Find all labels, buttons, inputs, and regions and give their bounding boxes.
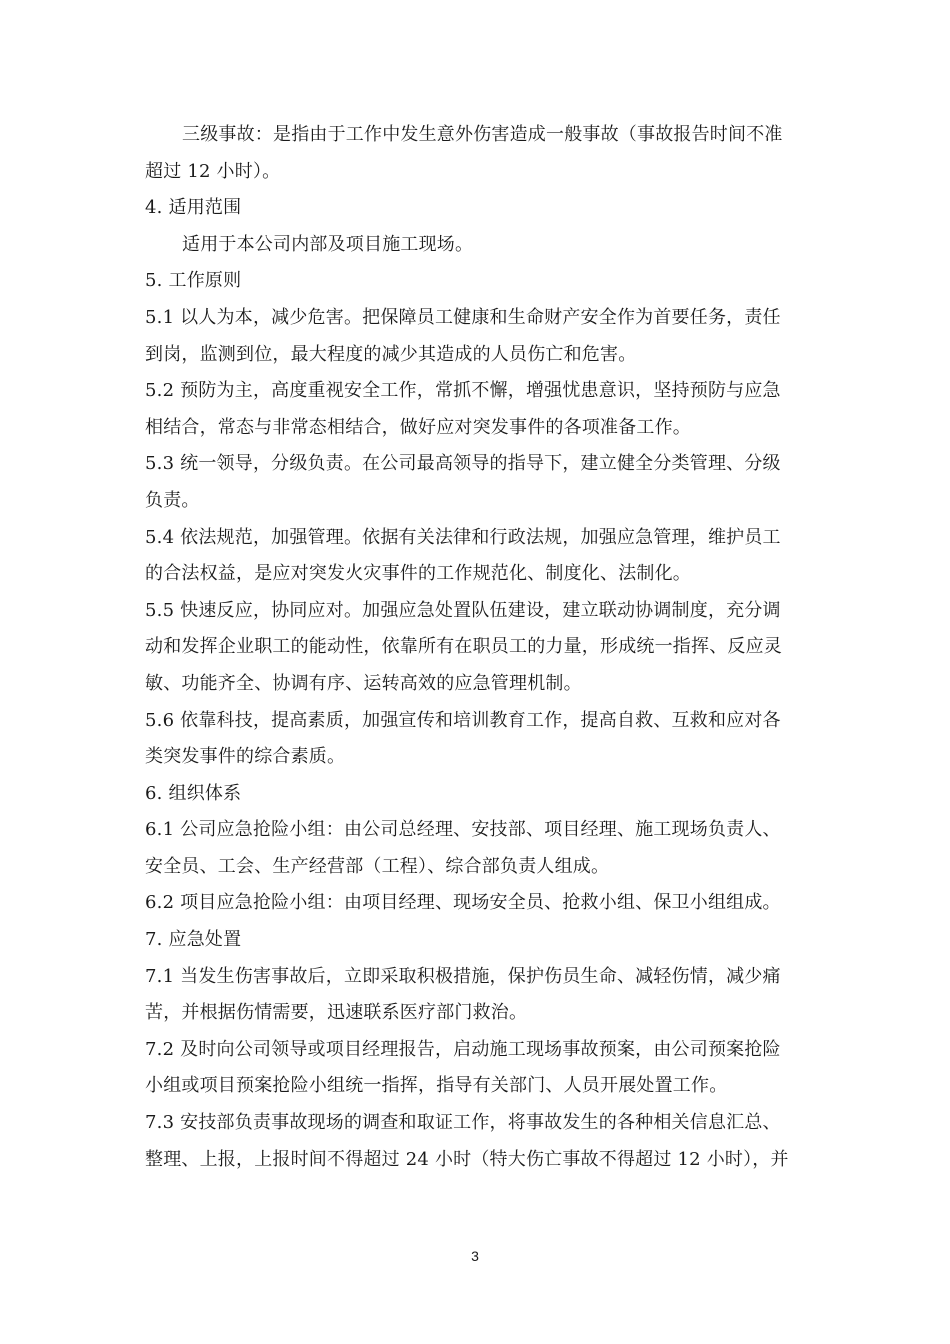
paragraph-line: 负责。	[145, 489, 200, 511]
paragraph-line: 7.3 安技部负责事故现场的调查和取证工作，将事故发生的各种相关信息汇总、	[145, 1112, 781, 1134]
page-number: 3	[471, 1248, 479, 1264]
page-body	[145, 117, 810, 1178]
paragraph-line: 安全员、工会、生产经营部（工程）、综合部负责人组成。	[145, 855, 610, 877]
section-heading: 6. 组织体系	[145, 782, 242, 804]
paragraph-line: 到岗，监测到位，最大程度的减少其造成的人员伤亡和危害。	[145, 343, 637, 365]
paragraph-line: 苦，并根据伤情需要，迅速联系医疗部门救治。	[145, 1002, 528, 1024]
paragraph-line: 7.2 及时向公司领导或项目经理报告，启动施工现场事故预案，由公司预案抢险	[145, 1038, 781, 1060]
paragraph-line: 5.4 依法规范，加强管理。依据有关法律和行政法规，加强应急管理，维护员工	[145, 526, 781, 548]
paragraph-line: 7.1 当发生伤害事故后，立即采取积极措施，保护伤员生命、减轻伤情，减少痛	[145, 965, 781, 987]
paragraph-line: 三级事故：是指由于工作中发生意外伤害造成一般事故（事故报告时间不准	[182, 124, 783, 145]
paragraph-line: 5.1 以人为本，减少危害。把保障员工健康和生命财产安全作为首要任务，责任	[145, 306, 781, 328]
section-heading: 4. 适用范围	[145, 197, 242, 219]
paragraph-line: 超过 12 小时）。	[145, 160, 281, 182]
paragraph-line: 敏、功能齐全、协调有序、运转高效的应急管理机制。	[145, 672, 582, 694]
section-heading: 5. 工作原则	[145, 270, 242, 292]
paragraph-line: 的合法权益，是应对突发火灾事件的工作规范化、制度化、法制化。	[145, 563, 691, 585]
paragraph-line: 整理、上报，上报时间不得超过 24 小时（特大伤亡事故不得超过 12 小时），并	[145, 1148, 789, 1170]
paragraph-line: 5.3 统一领导，分级负责。在公司最高领导的指导下，建立健全分类管理、分级	[145, 453, 781, 475]
paragraph-line: 6.2 项目应急抢险小组：由项目经理、现场安全员、抢救小组、保卫小组组成。	[145, 892, 781, 914]
paragraph-line: 适用于本公司内部及项目施工现场。	[182, 233, 474, 255]
section-heading: 7. 应急处置	[145, 929, 242, 951]
paragraph-line: 5.2 预防为主，高度重视安全工作，常抓不懈，增强忧患意识，坚持预防与应急	[145, 380, 781, 402]
paragraph-line: 6.1 公司应急抢险小组：由公司总经理、安技部、项目经理、施工现场负责人、	[145, 819, 781, 841]
paragraph-line: 小组或项目预案抢险小组统一指挥，指导有关部门、人员开展处置工作。	[145, 1075, 728, 1097]
paragraph-line: 5.5 快速反应，协同应对。加强应急处置队伍建设，建立联动协调制度，充分调	[145, 599, 781, 621]
paragraph-line: 类突发事件的综合素质。	[145, 746, 346, 768]
paragraph-line: 动和发挥企业职工的能动性，依靠所有在职员工的力量，形成统一指挥、反应灵	[145, 636, 782, 658]
paragraph-line: 5.6 依靠科技，提高素质，加强宣传和培训教育工作，提高自救、互救和应对各	[145, 709, 781, 731]
paragraph-line: 相结合，常态与非常态相结合，做好应对突发事件的各项准备工作。	[145, 416, 691, 438]
